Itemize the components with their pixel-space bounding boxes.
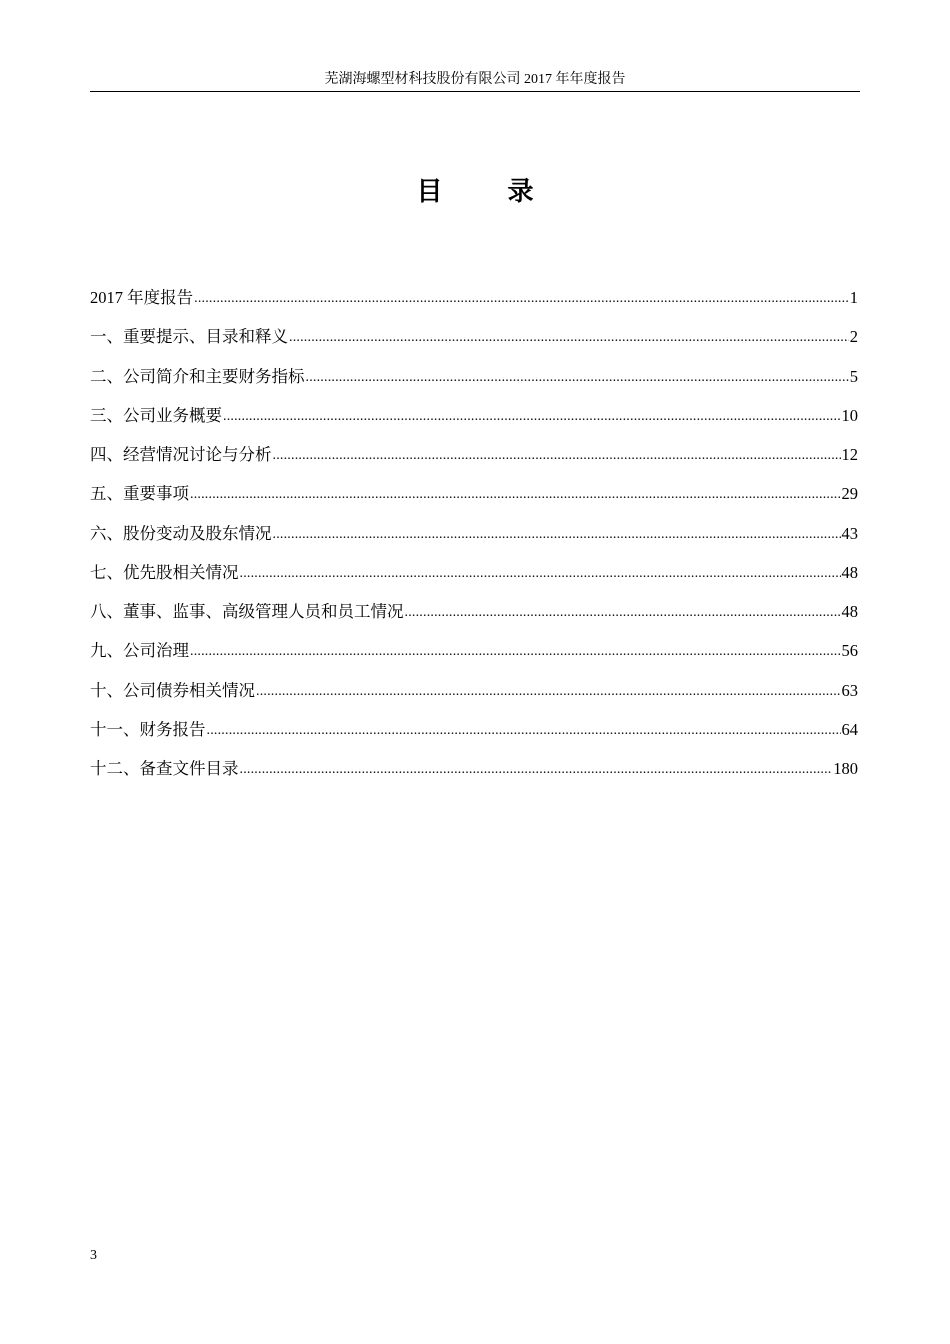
dot-leader xyxy=(306,364,849,390)
toc-entry-page[interactable]: 48 xyxy=(841,562,858,582)
toc-entry[interactable] xyxy=(90,639,858,678)
toc-entry[interactable] xyxy=(90,561,858,600)
toc-entry-page[interactable]: 48 xyxy=(841,602,858,621)
dot-leader xyxy=(240,756,833,782)
toc-entry[interactable] xyxy=(90,600,858,639)
dot-leader xyxy=(194,285,849,311)
toc-entry-label[interactable]: 七、优先股相关情况 xyxy=(90,562,239,582)
toc-entry-label[interactable]: 2017 年度报告 xyxy=(90,288,194,307)
toc-entry-label[interactable]: 一、重要提示、目录和释义 xyxy=(90,327,288,347)
table-of-contents xyxy=(90,286,858,796)
toc-entry[interactable] xyxy=(90,757,858,796)
toc-entry-page[interactable]: 56 xyxy=(841,641,858,661)
dot-leader xyxy=(190,481,841,507)
toc-entry-page[interactable]: 2 xyxy=(849,327,858,347)
dot-leader xyxy=(256,678,841,704)
dot-leader xyxy=(289,324,849,350)
toc-entry-label[interactable]: 五、重要事项 xyxy=(90,484,189,504)
toc-entry-label[interactable]: 九、公司治理 xyxy=(90,641,189,661)
toc-entry[interactable] xyxy=(90,404,858,443)
toc-entry[interactable] xyxy=(90,325,858,364)
toc-entry-label[interactable]: 二、公司简介和主要财务指标 xyxy=(90,366,305,386)
toc-entry-page[interactable]: 10 xyxy=(841,405,858,425)
dot-leader xyxy=(273,442,841,468)
toc-entry[interactable] xyxy=(90,718,858,757)
toc-entry[interactable] xyxy=(90,522,858,561)
toc-entry-label[interactable]: 十、公司债券相关情况 xyxy=(90,680,255,700)
toc-entry[interactable] xyxy=(90,443,858,482)
toc-entry-label[interactable]: 六、股份变动及股东情况 xyxy=(90,523,272,543)
dot-leader xyxy=(190,638,841,664)
toc-entry[interactable] xyxy=(90,482,858,521)
dot-leader xyxy=(273,521,841,547)
toc-entry-page[interactable]: 12 xyxy=(841,445,858,464)
toc-entry-page[interactable]: 5 xyxy=(849,366,858,386)
page-title: 目 录 xyxy=(416,177,562,207)
toc-entry[interactable] xyxy=(90,679,858,718)
dot-leader xyxy=(405,599,841,625)
dot-leader xyxy=(240,560,841,586)
toc-entry-page[interactable]: 1 xyxy=(849,288,858,307)
toc-entry-page[interactable]: 29 xyxy=(841,484,858,504)
page-header xyxy=(90,70,860,92)
toc-entry-label[interactable]: 三、公司业务概要 xyxy=(90,405,222,425)
toc-entry[interactable] xyxy=(90,365,858,404)
dot-leader xyxy=(207,717,841,743)
toc-entry-label[interactable]: 十一、财务报告 xyxy=(90,719,206,739)
toc-entry-page[interactable]: 63 xyxy=(841,680,858,700)
toc-entry-page[interactable]: 180 xyxy=(833,759,858,778)
toc-entry-page[interactable]: 43 xyxy=(841,523,858,543)
toc-entry-page[interactable]: 64 xyxy=(841,719,858,739)
report-header-title: 芜湖海螺型材科技股份有限公司 2017 年年度报告 xyxy=(324,72,626,87)
toc-entry-label[interactable]: 四、经营情况讨论与分析 xyxy=(90,445,272,464)
page-number: 3 xyxy=(90,1248,97,1263)
toc-entry[interactable] xyxy=(90,286,858,325)
dot-leader xyxy=(223,403,841,429)
toc-entry-label[interactable]: 八、董事、监事、高级管理人员和员工情况 xyxy=(90,602,404,621)
toc-entry-label[interactable]: 十二、备查文件目录 xyxy=(90,759,239,778)
